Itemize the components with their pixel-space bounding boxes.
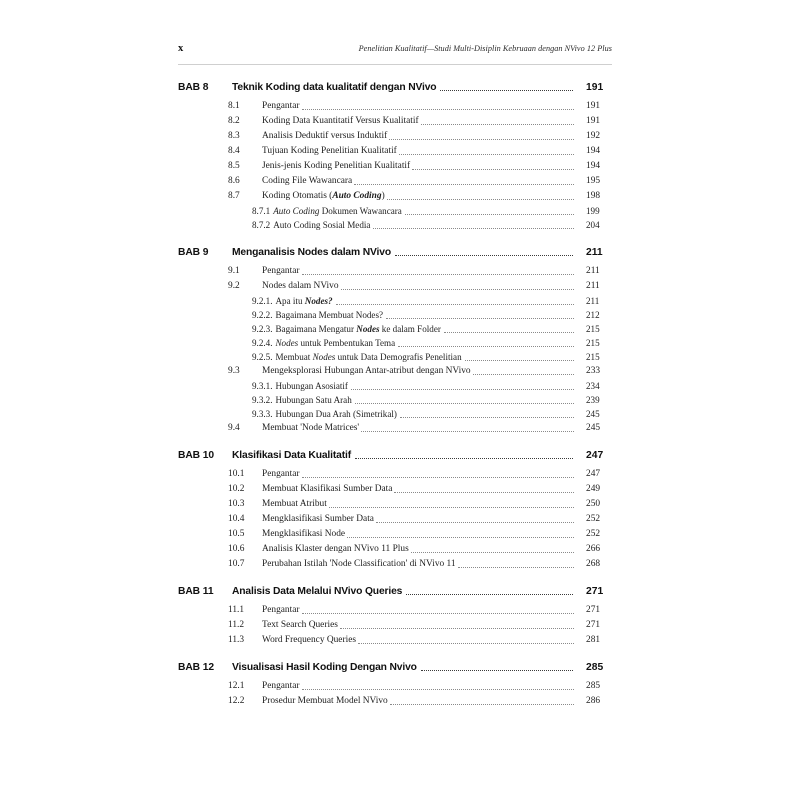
toc-section-row[interactable] [178,144,612,158]
entry-page-number: 191 [586,101,601,111]
entry-number: 10.4 [228,514,245,524]
toc-subsection-row[interactable] [178,322,612,336]
entry-number: 11.1 [228,605,245,615]
entry-page-number: 245 [586,423,601,433]
entry-number: 8.4 [228,146,240,156]
toc-chapter-row[interactable] [178,585,612,598]
entry-label: Pengantar [262,681,300,691]
entry-label: Hubungan Satu Arah [275,395,352,405]
entry-label: Membuat 'Node Matrices' [262,423,360,433]
entry-number: 10.1 [228,469,245,479]
toc-subsection-row[interactable] [178,218,612,232]
entry-number: 8.7.2 [252,220,271,230]
entry-number: 8.3 [228,131,240,141]
chapter-title: Analisis Data Melalui NVivo Queries [232,586,403,597]
dot-leader [406,593,573,595]
toc-section-row[interactable] [178,679,612,693]
entry-label: Auto Coding Dokumen Wawancara [273,206,402,216]
chapter-title: Klasifikasi Data Kualitatif [232,450,351,461]
dot-leader [395,254,573,256]
entry-page-number: 191 [586,116,601,126]
chapter-title: Menganalisis Nodes dalam NVivo [232,247,391,258]
entry-number: 9.3.3. [252,409,273,419]
entry-label: Perubahan Istilah 'Node Classification' di NVivo 11 [262,559,456,569]
page-folio: x [178,43,184,54]
chapter-number: BAB 9 [178,247,209,258]
entry-label: Membuat Nodes untuk Data Demografis Penelitian [275,352,462,362]
toc-chapter-row[interactable] [178,449,612,462]
entry-number: 9.2.2. [252,310,273,320]
entry-page-number: 194 [586,146,601,156]
chapter-title: Visualisasi Hasil Koding Dengan Nvivo [232,662,417,673]
entry-label: Bagaimana Membuat Nodes? [275,310,384,320]
dot-leader [340,627,574,629]
entry-number: 9.3 [228,366,240,376]
dot-leader [354,183,574,185]
chapter-number: BAB 11 [178,586,214,597]
entry-label: Prosedur Membuat Model NVivo [262,696,388,706]
toc-section-row[interactable] [178,264,612,278]
toc-subsection-row[interactable] [178,350,612,364]
entry-page-number: 239 [586,395,600,405]
toc-chapter-row[interactable] [178,81,612,94]
dot-leader [387,198,574,200]
entry-label: Mengklasifikasi Node [262,529,346,539]
table-of-contents [178,81,612,708]
entry-page-number: 215 [586,352,600,362]
entry-number: 12.2 [228,696,245,706]
chapter-number: BAB 8 [178,82,209,93]
chapter-page-number: 271 [586,586,604,597]
entry-page-number: 268 [586,559,601,569]
toc-section-row[interactable] [178,618,612,632]
dot-leader [412,168,574,170]
entry-label: Pengantar [262,101,300,111]
entry-label: Tujuan Koding Penelitian Kualitatif [262,146,397,156]
dot-leader [389,138,574,140]
entry-label: Mengklasifikasi Sumber Data [262,514,374,524]
dot-leader [302,476,575,478]
toc-subsection-row[interactable] [178,393,612,407]
entry-page-number: 211 [586,296,600,306]
entry-label: Pengantar [262,266,300,276]
dot-leader [361,430,574,432]
toc-section-row[interactable] [178,129,612,143]
entry-number: 11.3 [228,635,245,645]
dot-leader [302,612,575,614]
dot-leader [355,402,574,404]
entry-page-number: 194 [586,161,601,171]
chapter-page-number: 211 [586,247,603,258]
toc-section-row[interactable] [178,174,612,188]
dot-leader [473,373,574,375]
entry-label: Pengantar [262,469,300,479]
entry-number: 9.2.1. [252,296,273,306]
dot-leader [347,536,574,538]
entry-number: 10.7 [228,559,245,569]
toc-section-row[interactable] [178,159,612,173]
toc-section-row[interactable] [178,527,612,541]
entry-label: Word Frequency Queries [262,635,357,645]
toc-section-row[interactable] [178,542,612,556]
dot-leader [355,457,573,459]
entry-label: Coding File Wawancara [262,176,353,186]
entry-label: Nodes dalam NVivo [262,281,339,291]
entry-label: Bagaimana Mengatur Nodes ke dalam Folder [275,324,441,334]
entry-page-number: 234 [586,381,600,391]
toc-subsection-row[interactable] [178,308,612,322]
entry-number: 9.2.5. [252,352,273,362]
entry-label: Membuat Klasifikasi Sumber Data [262,484,393,494]
entry-number: 9.1 [228,266,240,276]
dot-leader [398,345,574,347]
entry-label: Analisis Klaster dengan NVivo 11 Plus [262,544,409,554]
toc-chapter-block [178,661,612,708]
dot-leader [421,669,573,671]
dot-leader [411,551,574,553]
dot-leader [302,688,575,690]
entry-page-number: 198 [586,191,601,201]
dot-leader [302,273,575,275]
entry-number: 8.5 [228,161,240,171]
entry-number: 10.2 [228,484,245,494]
entry-number: 8.7.1 [252,206,271,216]
toc-section-row[interactable] [178,99,612,113]
entry-label: Hubungan Dua Arah (Simetrikal) [275,409,397,419]
toc-section-row[interactable] [178,512,612,526]
entry-label: Hubungan Asosiatif [275,381,348,391]
chapter-number: BAB 12 [178,662,215,673]
dot-leader [390,703,574,705]
entry-page-number: 211 [586,266,600,276]
entry-page-number: 250 [586,499,601,509]
dot-leader [302,108,575,110]
toc-chapter-block [178,81,612,232]
entry-page-number: 271 [586,620,601,630]
entry-number: 9.4 [228,423,240,433]
dot-leader [458,566,574,568]
entry-page-number: 249 [586,484,601,494]
entry-page-number: 281 [586,635,601,645]
entry-number: 8.7 [228,191,240,201]
entry-number: 12.1 [228,681,245,691]
toc-section-row[interactable] [178,114,612,128]
entry-page-number: 233 [586,366,601,376]
entry-page-number: 245 [586,409,600,419]
entry-page-number: 211 [586,281,600,291]
toc-subsection-row[interactable] [178,379,612,393]
entry-page-number: 285 [586,681,601,691]
toc-section-row[interactable] [178,482,612,496]
dot-leader [373,227,574,229]
entry-number: 9.2 [228,281,240,291]
entry-page-number: 195 [586,176,601,186]
entry-page-number: 204 [586,220,600,230]
entry-number: 8.6 [228,176,240,186]
toc-chapter-block [178,449,612,571]
entry-page-number: 215 [586,324,600,334]
entry-number: 11.2 [228,620,245,630]
chapter-page-number: 247 [586,450,604,461]
entry-label: Membuat Atribut [262,499,327,509]
entry-page-number: 266 [586,544,601,554]
dot-leader [341,288,574,290]
toc-section-row[interactable] [178,603,612,617]
dot-leader [358,642,574,644]
toc-subsection-row[interactable] [178,294,612,308]
entry-page-number: 212 [586,310,600,320]
toc-subsection-row[interactable] [178,407,612,421]
dot-leader [351,388,574,390]
entry-page-number: 192 [586,131,601,141]
entry-page-number: 286 [586,696,601,706]
entry-number: 10.5 [228,529,245,539]
entry-label: Analisis Deduktif versus Induktif [262,131,388,141]
entry-number: 8.1 [228,101,240,111]
page-content [178,42,612,709]
dot-leader [400,416,574,418]
toc-subsection-row[interactable] [178,204,612,218]
entry-label: Nodes untuk Pembentukan Tema [275,338,396,348]
toc-subsection-row[interactable] [178,336,612,350]
dot-leader [336,303,574,305]
entry-page-number: 199 [586,206,600,216]
entry-label: Mengeksplorasi Hubungan Antar-atribut dengan NVivo [262,366,471,376]
entry-label: Text Search Queries [262,620,338,630]
chapter-title: Teknik Koding data kualitatif dengan NVivo [232,82,437,93]
toc-section-row[interactable] [178,557,612,571]
entry-label: Pengantar [262,605,300,615]
chapter-number: BAB 10 [178,450,215,461]
dot-leader [440,89,573,91]
toc-chapter-row[interactable] [178,246,612,259]
dot-leader [394,491,574,493]
toc-section-row[interactable] [178,279,612,293]
entry-number: 9.2.3. [252,324,273,334]
toc-chapter-block [178,585,612,647]
toc-section-row[interactable] [178,467,612,481]
entry-label: Auto Coding Sosial Media [273,220,371,230]
running-head [178,42,612,65]
toc-section-row[interactable] [178,189,612,203]
entry-page-number: 247 [586,469,601,479]
toc-section-row[interactable] [178,421,612,435]
entry-page-number: 271 [586,605,601,615]
entry-number: 8.2 [228,116,240,126]
dot-leader [444,331,574,333]
chapter-page-number: 285 [586,662,604,673]
dot-leader [405,213,574,215]
dot-leader [386,317,574,319]
toc-section-row[interactable] [178,694,612,708]
toc-chapter-block [178,246,612,435]
dot-leader [329,506,574,508]
entry-number: 9.3.2. [252,395,273,405]
entry-number: 10.6 [228,544,245,554]
entry-number: 9.2.4. [252,338,273,348]
entry-number: 9.3.1. [252,381,273,391]
toc-chapter-row[interactable] [178,661,612,674]
entry-label: Koding Data Kuantitatif Versus Kualitatif [262,116,419,126]
toc-section-row[interactable] [178,633,612,647]
entry-number: 10.3 [228,499,245,509]
dot-leader [399,153,574,155]
entry-label: Koding Otomatis (Auto Coding) [262,191,385,201]
entry-page-number: 252 [586,514,601,524]
toc-section-row[interactable] [178,364,612,378]
entry-label: Apa itu Nodes? [275,296,333,306]
dot-leader [421,123,574,125]
dot-leader [465,359,574,361]
dot-leader [376,521,574,523]
entry-page-number: 215 [586,338,600,348]
chapter-page-number: 191 [586,82,604,93]
running-head-title: Penelitian Kualitatif—Studi Multi-Disiplin Kebruaan dengan NVivo 12 Plus [358,44,612,53]
entry-page-number: 252 [586,529,601,539]
entry-label: Jenis-jenis Koding Penelitian Kualitatif [262,161,411,171]
toc-section-row[interactable] [178,497,612,511]
